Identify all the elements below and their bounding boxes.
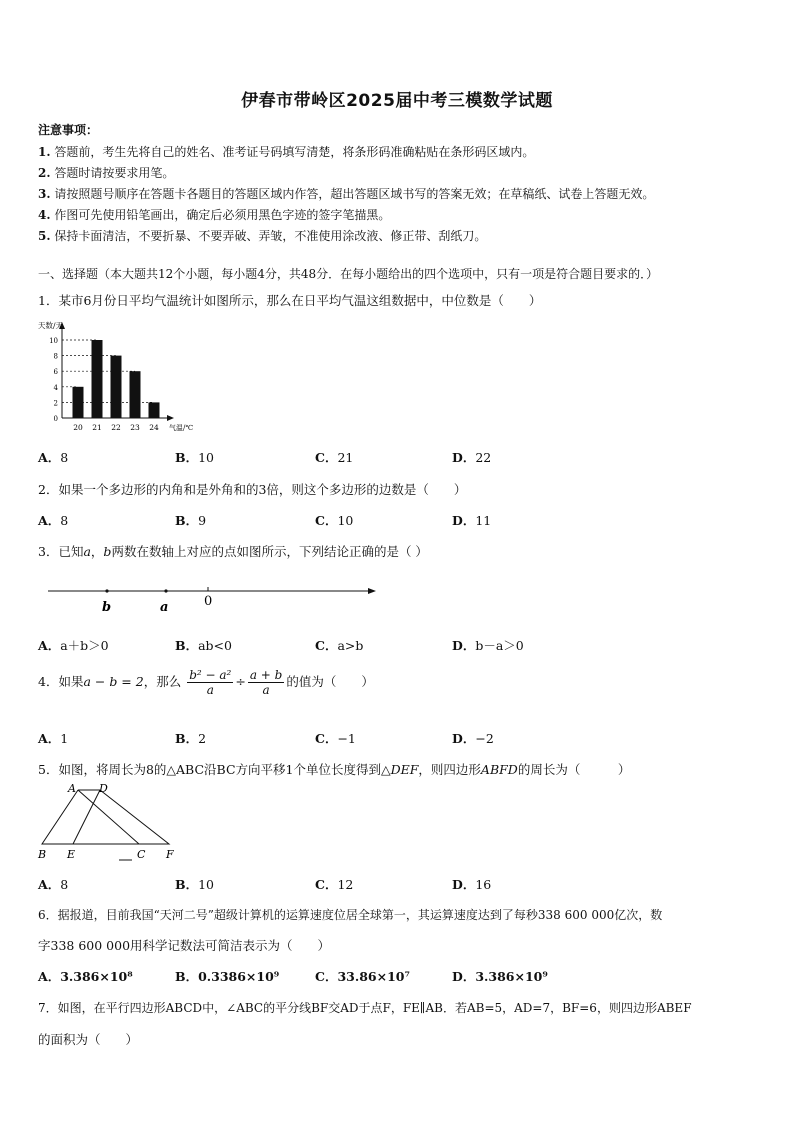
note-item bbox=[38, 164, 174, 181]
bar bbox=[111, 356, 122, 418]
number-line bbox=[46, 580, 381, 616]
vertex-b-label: B bbox=[38, 848, 47, 861]
q6-option-c[interactable]: C．33.86×10⁷ bbox=[315, 969, 410, 984]
q3-option-b[interactable]: B．ab<0 bbox=[175, 638, 232, 653]
q6-option-a[interactable]: A．3.386×10⁸ bbox=[38, 969, 133, 984]
x-tick-label: 20 bbox=[73, 423, 83, 432]
vertex-d-label: D bbox=[99, 782, 108, 795]
q4-option-b[interactable]: B．2 bbox=[175, 731, 207, 746]
q5-option-b[interactable]: B．10 bbox=[175, 877, 214, 892]
note-item bbox=[38, 185, 654, 202]
q3-option-c[interactable]: C．a>b bbox=[315, 638, 364, 653]
q1-option-b[interactable]: B．10 bbox=[175, 450, 214, 465]
temperature-bar-chart bbox=[36, 318, 196, 434]
fraction-1: $\frac{\text{b² − a²}}{a}$ bbox=[189, 668, 232, 697]
note-number: 1. bbox=[38, 145, 51, 159]
y-tick-label: 8 bbox=[53, 352, 58, 361]
note-item bbox=[38, 206, 390, 223]
q5-option-c[interactable]: C．12 bbox=[315, 877, 354, 892]
note-text: 作图可先使用铅笔画出，确定后必须用黑色字迹的签字笔描黑。 bbox=[54, 208, 391, 222]
vertex-f-label: F bbox=[166, 848, 174, 861]
question-2: 2．如果一个多边形的内角和是外角和的3倍，则这个多边形的边数是（ ） bbox=[38, 482, 467, 497]
question-5: 5．如图，将周长为8的△ABC沿BC方向平移1个单位长度得到△DEF，则四边形ABFD的周长为（ ） bbox=[38, 762, 631, 777]
note-text: 请按照题号顺序在答题卡各题目的答题区域内作答，超出答题区域书写的答案无效；在草稿纸、试卷上答题无效。 bbox=[54, 187, 655, 201]
y-axis-label: 天数/天 bbox=[38, 321, 64, 330]
note-number: 4. bbox=[38, 208, 51, 222]
q5-option-d[interactable]: D．16 bbox=[452, 877, 492, 892]
q2-option-c[interactable]: C．10 bbox=[315, 513, 354, 528]
q6-option-d[interactable]: D．3.386×10⁹ bbox=[452, 969, 548, 984]
vertex-e-label: E bbox=[67, 848, 76, 861]
bar bbox=[73, 387, 84, 418]
question-1: 1．某市6月份日平均气温统计如图所示，那么在日平均气温这组数据中，中位数是（ ） bbox=[38, 293, 542, 308]
fraction-2: $\frac{a + b}{a}$ bbox=[249, 668, 283, 697]
y-tick-label: 6 bbox=[53, 368, 58, 377]
point-b-label: b bbox=[102, 600, 112, 615]
q1-option-d[interactable]: D．22 bbox=[452, 450, 492, 465]
note-item bbox=[38, 143, 534, 160]
x-axis-label: 气温/℃ bbox=[169, 424, 194, 432]
y-tick-label: 2 bbox=[53, 399, 58, 408]
question-4: 4．如果a − b = 2，那么 $\frac{\text{b² − a²}}{a}$ ÷ $\frac{a + b}{a}$ 的值为（ ） bbox=[38, 668, 374, 697]
q2-option-a[interactable]: A．8 bbox=[38, 513, 69, 528]
page-title: 伊春市带岭区2025届中考三模数学试题 bbox=[241, 91, 553, 111]
note-number: 3. bbox=[38, 187, 51, 201]
bar bbox=[149, 402, 160, 418]
translation-triangle-figure bbox=[36, 780, 186, 864]
note-number: 2. bbox=[38, 166, 51, 180]
point-a-label: a bbox=[160, 600, 169, 615]
x-tick-label: 21 bbox=[92, 423, 102, 432]
note-text: 保持卡面清洁，不要折暴、不要弄破、弄皱，不准使用涂改液、修正带、刮纸刀。 bbox=[54, 229, 487, 243]
y-tick-label: 0 bbox=[53, 415, 58, 423]
q3-option-a[interactable]: A．a＋b＞0 bbox=[38, 638, 109, 653]
condition: a − b = 2 bbox=[83, 674, 144, 689]
section-heading: 一、选择题（本大题共12个小题，每小题4分，共48分．在每小题给出的四个选项中，只有一项是符合题目要求的．） bbox=[38, 267, 659, 281]
question-6-line-2: 字338 600 000用科学记数法可简洁表示为（ ） bbox=[38, 938, 331, 953]
x-tick-label: 24 bbox=[149, 423, 159, 432]
bar bbox=[130, 371, 141, 418]
x-tick-label: 23 bbox=[130, 423, 140, 432]
q5-option-a[interactable]: A．8 bbox=[38, 877, 69, 892]
q4-option-d[interactable]: D．−2 bbox=[452, 731, 494, 746]
q3-option-d[interactable]: D．b－a＞0 bbox=[452, 638, 524, 653]
y-tick-label: 10 bbox=[49, 337, 58, 345]
note-text: 答题前，考生先将自己的姓名、准考证号码填写清楚，将条形码准确粘贴在条形码区域内。 bbox=[54, 145, 535, 159]
note-text: 答题时请按要求用笔。 bbox=[54, 166, 175, 180]
q4-option-c[interactable]: C．−1 bbox=[315, 731, 356, 746]
q2-option-d[interactable]: D．11 bbox=[452, 513, 492, 528]
question-7-line-2: 的面积为（ ） bbox=[38, 1032, 139, 1047]
q4-option-a[interactable]: A．1 bbox=[38, 731, 69, 746]
origin-label: 0 bbox=[204, 594, 213, 609]
y-tick-label: 4 bbox=[53, 383, 58, 392]
q2-option-b[interactable]: B．9 bbox=[175, 513, 207, 528]
bar bbox=[92, 340, 103, 418]
question-3: 3．已知a，b两数在数轴上对应的点如图所示，下列结论正确的是（ ） bbox=[38, 544, 428, 559]
vertex-c-label: C bbox=[137, 848, 146, 861]
note-number: 5. bbox=[38, 229, 51, 243]
q6-option-b[interactable]: B．0.3386×10⁹ bbox=[175, 969, 280, 984]
notes-heading: 注意事项： bbox=[38, 123, 99, 137]
x-axis-arrow bbox=[167, 415, 174, 421]
q1-option-c[interactable]: C．21 bbox=[315, 450, 354, 465]
vertex-a-label: A bbox=[68, 782, 76, 795]
note-item bbox=[38, 227, 486, 244]
q1-option-a[interactable]: A．8 bbox=[38, 450, 69, 465]
question-7-line-1: 7．如图，在平行四边形ABCD中，∠ABC的平分线BF交AD于点F，FE∥AB．若AB=5，AD=7，BF=6，则四边形ABEF bbox=[38, 1001, 692, 1015]
x-tick-label: 22 bbox=[111, 423, 121, 432]
question-6-line-1: 6．据报道，目前我国“天河二号”超级计算机的运算速度位居全球第一，其运算速度达到了每秒338 600 000亿次，数 bbox=[38, 908, 663, 922]
